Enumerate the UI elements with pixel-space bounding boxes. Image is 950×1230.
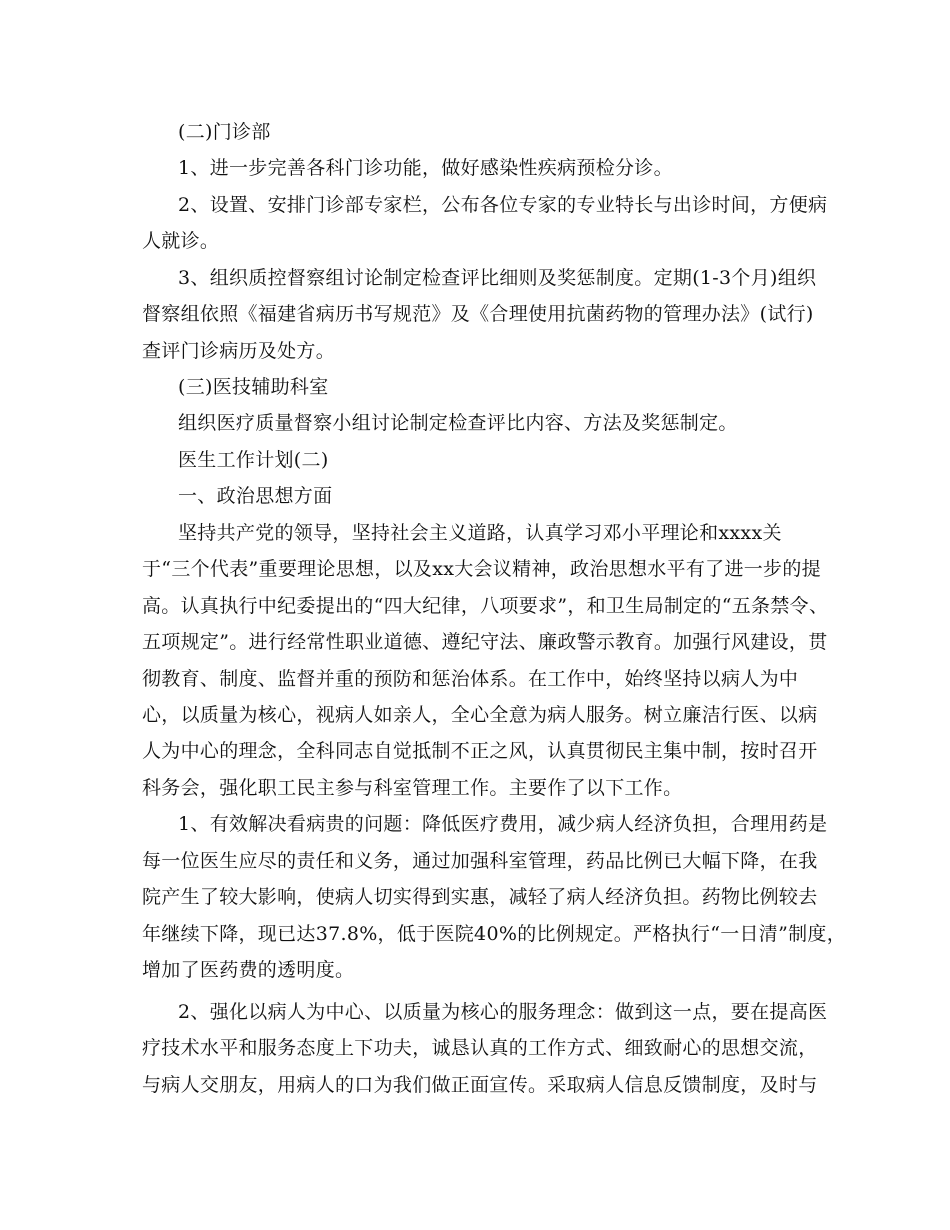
- section-title: 医生工作计划(二): [178, 449, 329, 471]
- heading-political: 一、政治思想方面: [178, 485, 333, 507]
- paragraph-line: 彻教育、制度、监督并重的预防和惩治体系。在工作中，始终坚持以病人为中: [142, 668, 799, 690]
- paragraph-line: 疗技术水平和服务态度上下功夫，诚恳认真的工作方式、细致耐心的思想交流，: [142, 1037, 818, 1059]
- heading-medical-tech: (三)医技辅助科室: [178, 376, 329, 398]
- paragraph-line: 高。认真执行中纪委提出的“四大纪律，八项要求”，和卫生局制定的“五条禁令、: [142, 595, 829, 617]
- paragraph-line: 组织医疗质量督察小组讨论制定检查评比内容、方法及奖惩制定。: [178, 412, 738, 434]
- paragraph-line: 增加了医药费的透明度。: [142, 959, 355, 981]
- paragraph-line: 与病人交朋友，用病人的口为我们做正面宣传。采取病人信息反馈制度，及时与: [142, 1074, 818, 1096]
- paragraph-line: 每一位医生应尽的责任和义务，通过加强科室管理，药品比例已大幅下降，在我: [142, 850, 818, 872]
- paragraph-line: 1、进一步完善各科门诊功能，做好感染性疾病预检分诊。: [178, 157, 673, 179]
- heading-outpatient: (二)门诊部: [178, 121, 271, 143]
- paragraph-line: 1、有效解决看病贵的问题：降低医疗费用，减少病人经济负担，合理用药是: [178, 813, 828, 835]
- paragraph-line: 查评门诊病历及处方。: [142, 340, 336, 362]
- paragraph-line: 院产生了较大影响，使病人切实得到实惠，减轻了病人经济负担。药物比例较去: [142, 886, 818, 908]
- paragraph-line: 2、强化以病人为中心、以质量为核心的服务理念：做到这一点，要在提高医: [178, 1001, 828, 1023]
- paragraph-line: 3、组织质控督察组讨论制定检查评比细则及奖惩制度。定期(1-3个月)组织: [178, 267, 817, 289]
- paragraph-line: 科务会，强化职工民主参与科室管理工作。主要作了以下工作。: [142, 777, 683, 799]
- paragraph-line: 2、设置、安排门诊部专家栏，公布各位专家的专业特长与出诊时间，方便病: [178, 194, 828, 216]
- paragraph-line: 于“三个代表”重要理论思想，以及xx大会议精神，政治思想水平有了进一步的提: [142, 558, 821, 580]
- paragraph-line: 人就诊。: [142, 230, 220, 252]
- paragraph-line: 坚持共产党的领导，坚持社会主义道路，认真学习邓小平理论和xxxx关: [178, 522, 782, 544]
- paragraph-line: 督察组依照《福建省病历书写规范》及《合理使用抗菌药物的管理办法》(试行): [142, 303, 814, 325]
- paragraph-line: 心，以质量为核心，视病人如亲人，全心全意为病人服务。树立廉洁行医、以病: [142, 704, 818, 726]
- paragraph-line: 人为中心的理念，全科同志自觉抵制不正之风，认真贯彻民主集中制，按时召开: [142, 740, 818, 762]
- paragraph-line: 年继续下降，现已达37.8%，低于医院40%的比例规定。严格执行“一日清”制度，: [142, 923, 847, 945]
- paragraph-line: 五项规定”。进行经常性职业道德、遵纪守法、廉政警示教育。加强行风建设，贯: [142, 631, 828, 653]
